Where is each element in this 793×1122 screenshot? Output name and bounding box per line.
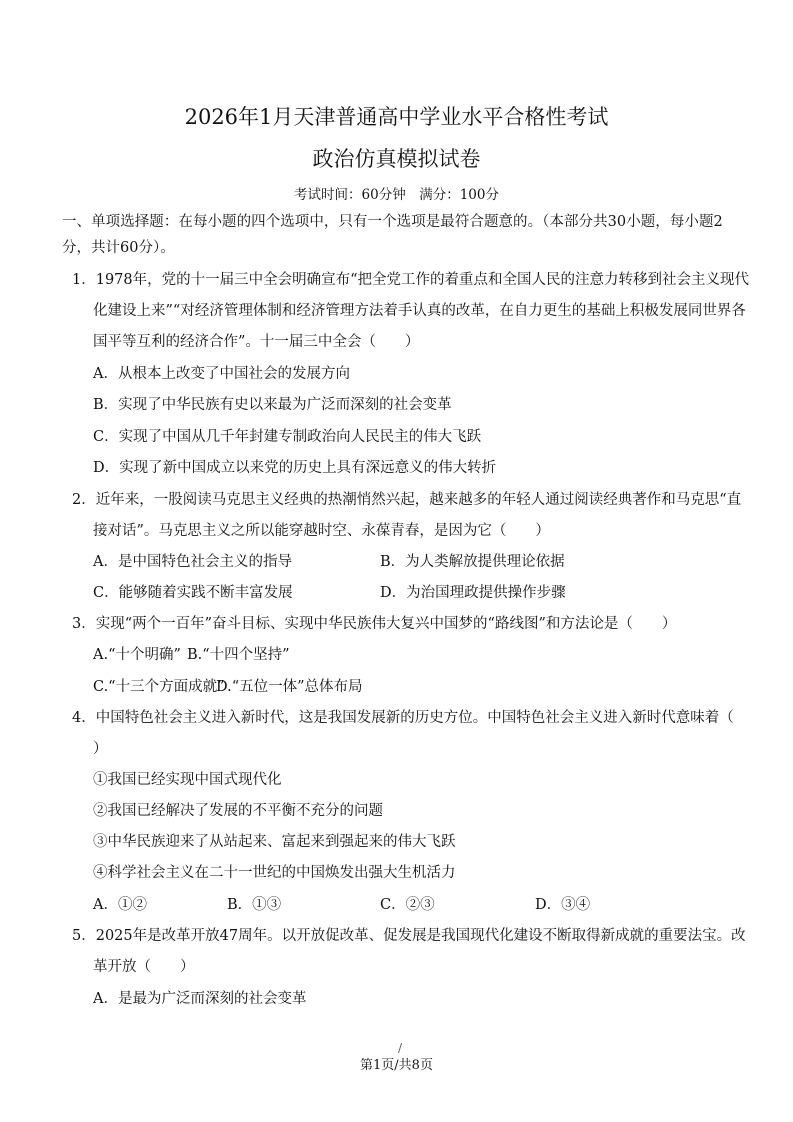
page-number: 第1页/共8页 [360,1058,433,1073]
question-2-option-c: C．能够随着实践不断丰富发展 [93,585,293,601]
question-2-stem: 2．近年来，一股阅读马克思主义经典的热潮悄然兴起，越来越多的年轻人通过阅读经典著作和马克思“直 [72,492,742,508]
question-3-option-c: C.“十三个方面成就” [93,679,225,695]
question-4-item-4: ④科学社会主义在二十一世纪的中国焕发出强大生机活力 [93,865,456,881]
question-1-stem: 化建设上来”“对经济管理体制和经济管理方法着手认真的改革，在自力更生的基础上积极发展同世界各 [93,303,746,319]
question-1-stem: 1．1978年，党的十一届三中全会明确宣布“把全党工作的着重点和全国人民的注意力转移到社会主义现代 [72,272,750,288]
question-4-stem: ） [93,741,108,757]
question-3-option-b: B.“十四个坚持” [187,647,290,663]
question-2-stem: 接对话”。马克思主义之所以能穿越时空、永葆青春，是因为它（ ） [93,523,550,539]
question-5-stem: 革开放（ ） [93,959,195,975]
question-2-option-a: A．是中国特色社会主义的指导 [93,554,292,570]
question-1-option-a: A．从根本上改变了中国社会的发展方向 [93,366,350,382]
question-1-option-b: B．实现了中华民族有史以来最为广泛而深刻的社会变革 [93,397,452,413]
question-1-option-d: D．实现了新中国成立以来党的历史上具有深远意义的伟大转折 [93,460,497,476]
question-4-stem: 4．中国特色社会主义进入新时代，这是我国发展新的历史方位。中国特色社会主义进入新时代意味着（ [72,710,734,726]
question-3-option-a: A.“十个明确” [93,647,181,663]
question-2-option-d: D．为治国理政提供操作步骤 [380,585,566,601]
exam-info: 考试时间：60分钟 满分：100分 [294,187,499,203]
question-1-stem: 国平等互利的经济合作”。十一届三中全会（ ） [93,334,420,350]
exam-subtitle: 政治仿真模拟试卷 [312,147,481,171]
question-4-item-3: ③中华民族迎来了从站起来、富起来到强起来的伟大飞跃 [93,834,456,850]
section-heading: 一、单项选择题：在每小题的四个选项中，只有一个选项是最符合题意的。（本部分共30小题，每小题2 [62,214,723,230]
question-1-option-c: C．实现了中国从几千年封建专制政治向人民民主的伟大飞跃 [93,429,482,445]
section-heading-cont: 分，共计60分）。 [62,240,175,256]
question-3-stem: 3．实现“两个一百年”奋斗目标、实现中华民族伟大复兴中国梦的“路线图”和方法论是（ ） [72,616,677,632]
question-4-item-1: ①我国已经实现中国式现代化 [93,772,282,788]
question-4-option-c: C．②③ [380,897,435,913]
question-4-item-2: ②我国已经解决了发展的不平衡不充分的问题 [93,803,383,819]
question-3-option-d: D.“五位一体”总体布局 [216,679,363,695]
question-4-option-d: D．③④ [535,897,591,913]
question-4-option-a: A．①② [93,897,147,913]
exam-title: 2026年1月天津普通高中学业水平合格性考试 [184,105,609,129]
question-5-stem: 5．2025年是改革开放47周年。以开放促改革、促发展是我国现代化建设不断取得新成就的重要法宝。改 [72,928,746,944]
question-2-option-b: B．为人类解放提供理论依据 [380,554,565,570]
question-5-option-a: A．是最为广泛而深刻的社会变革 [93,991,307,1007]
footer-mark: / [398,1041,403,1055]
question-4-option-b: B．①③ [227,897,282,913]
